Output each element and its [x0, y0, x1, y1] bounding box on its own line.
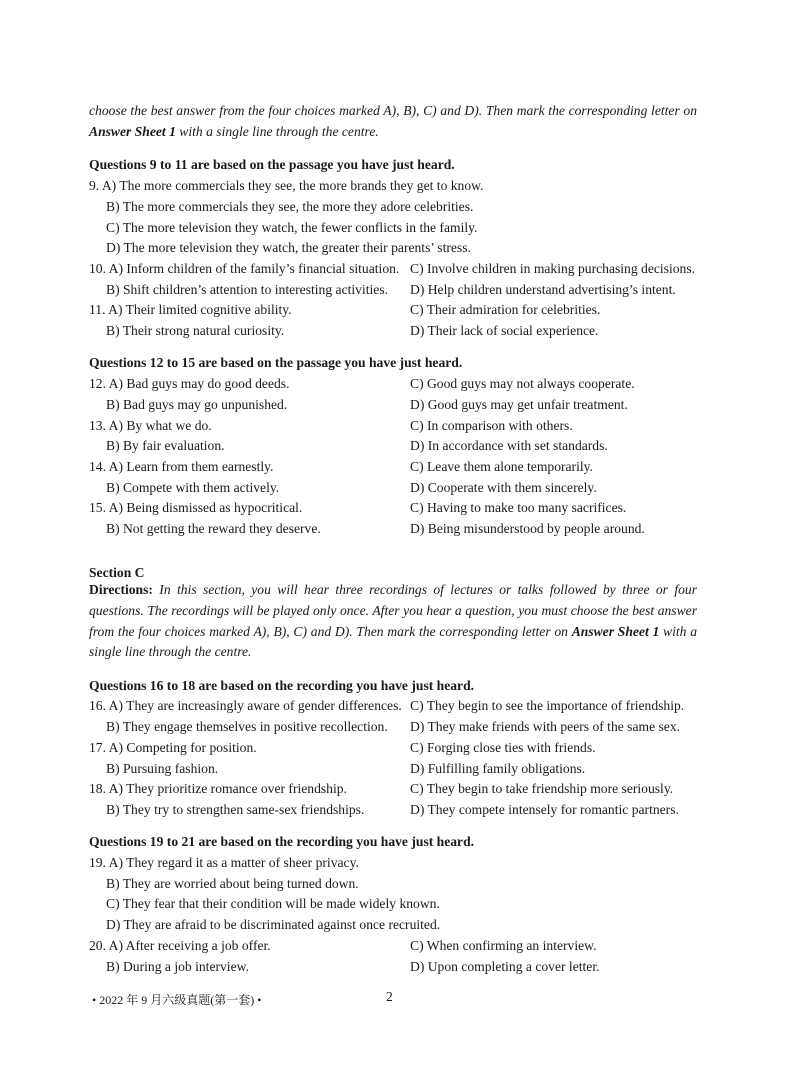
question-group-heading: Questions 16 to 18 are based on the recording you have just heard.: [89, 678, 475, 693]
q14-option-d: D) Cooperate with them sincerely.: [410, 480, 597, 495]
q18-option-d: D) They compete intensely for romantic partners.: [410, 802, 679, 817]
q11-option-b: B) Their strong natural curiosity.: [106, 323, 285, 338]
q19-option-c: C) They fear that their condition will be made widely known.: [106, 896, 440, 911]
answer-sheet-label: Answer Sheet 1: [89, 123, 176, 139]
question-group-heading: Questions 19 to 21 are based on the recording you have just heard.: [89, 834, 475, 849]
q14-option-a: 14. A) Learn from them earnestly.: [89, 459, 274, 474]
q16-option-b: B) They engage themselves in positive recollection.: [106, 719, 388, 734]
q10-option-d: D) Help children understand advertising’s intent.: [410, 282, 676, 297]
q13-option-b: B) By fair evaluation.: [106, 438, 225, 453]
q11-option-d: D) Their lack of social experience.: [410, 323, 599, 338]
directions-text: In this section, you will hear three recordings of lectures or talks followed by three or four questions. The recordings will be played only once. After you hear a question, you must choose the best answer from the four choices marked A), B), C) and D). Then mark the corresponding letter on: [89, 582, 697, 639]
page-number: 2: [386, 989, 393, 1004]
section-b-directions-continued: [89, 101, 697, 143]
q10-option-a: 10. A) Inform children of the family’s financial situation.: [89, 261, 400, 276]
q17-option-b: B) Pursuing fashion.: [106, 761, 219, 776]
question-group-heading: Questions 12 to 15 are based on the passage you have just heard.: [89, 355, 463, 370]
q16-option-c: C) They begin to see the importance of friendship.: [410, 698, 685, 713]
section-c-title: Section C: [89, 565, 145, 580]
q17-option-a: 17. A) Competing for position.: [89, 740, 257, 755]
q15-option-c: C) Having to make too many sacrifices.: [410, 500, 627, 515]
question-group-heading: Questions 9 to 11 are based on the passage you have just heard.: [89, 157, 455, 172]
q18-option-c: C) They begin to take friendship more seriously.: [410, 781, 674, 796]
directions-text: choose the best answer from the four choices marked A), B), C) and D). Then mark the corresponding letter on: [89, 103, 697, 118]
directions-text-end: with a single line through the centre.: [175, 123, 379, 139]
q18-option-a: 18. A) They prioritize romance over friendship.: [89, 781, 347, 796]
section-c-directions: [89, 580, 697, 663]
directions-text-end: with a single line through the centre.: [89, 623, 697, 660]
q9-option-d: D) The more television they watch, the greater their parents’ stress.: [106, 240, 471, 255]
q9-option-a: 9. A) The more commercials they see, the more brands they get to know.: [89, 178, 484, 193]
q20-option-c: C) When confirming an interview.: [410, 938, 597, 953]
q15-option-d: D) Being misunderstood by people around.: [410, 521, 645, 536]
q17-option-c: C) Forging close ties with friends.: [410, 740, 596, 755]
q20-option-b: B) During a job interview.: [106, 959, 249, 974]
q12-option-a: 12. A) Bad guys may do good deeds.: [89, 376, 290, 391]
q19-option-d: D) They are afraid to be discriminated against once recruited.: [106, 917, 441, 932]
q9-option-c: C) The more television they watch, the fewer conflicts in the family.: [106, 220, 478, 235]
q16-option-d: D) They make friends with peers of the same sex.: [410, 719, 681, 734]
q20-option-a: 20. A) After receiving a job offer.: [89, 938, 271, 953]
q20-option-d: D) Upon completing a cover letter.: [410, 959, 600, 974]
q17-option-d: D) Fulfilling family obligations.: [410, 761, 586, 776]
q15-option-a: 15. A) Being dismissed as hypocritical.: [89, 500, 303, 515]
q19-option-a: 19. A) They regard it as a matter of sheer privacy.: [89, 855, 359, 870]
q13-option-c: C) In comparison with others.: [410, 418, 573, 433]
q12-option-d: D) Good guys may get unfair treatment.: [410, 397, 628, 412]
q14-option-b: B) Compete with them actively.: [106, 480, 280, 495]
answer-sheet-label: Answer Sheet 1: [571, 623, 660, 639]
q19-option-b: B) They are worried about being turned down.: [106, 876, 359, 891]
q14-option-c: C) Leave them alone temporarily.: [410, 459, 593, 474]
q12-option-c: C) Good guys may not always cooperate.: [410, 376, 635, 391]
q11-option-c: C) Their admiration for celebrities.: [410, 302, 601, 317]
footer-label: • 2022 年 9 月六级真题(第一套) •: [92, 993, 262, 1007]
q10-option-c: C) Involve children in making purchasing decisions.: [410, 261, 696, 276]
q13-option-a: 13. A) By what we do.: [89, 418, 212, 433]
q18-option-b: B) They try to strengthen same-sex friendships.: [106, 802, 365, 817]
q15-option-b: B) Not getting the reward they deserve.: [106, 521, 321, 536]
q10-option-b: B) Shift children’s attention to interesting activities.: [106, 282, 389, 297]
q13-option-d: D) In accordance with set standards.: [410, 438, 608, 453]
q11-option-a: 11. A) Their limited cognitive ability.: [89, 302, 292, 317]
q9-option-b: B) The more commercials they see, the more they adore celebrities.: [106, 199, 474, 214]
q16-option-a: 16. A) They are increasingly aware of gender differences.: [89, 698, 402, 713]
directions-label: Directions:: [89, 582, 153, 597]
q12-option-b: B) Bad guys may go unpunished.: [106, 397, 288, 412]
